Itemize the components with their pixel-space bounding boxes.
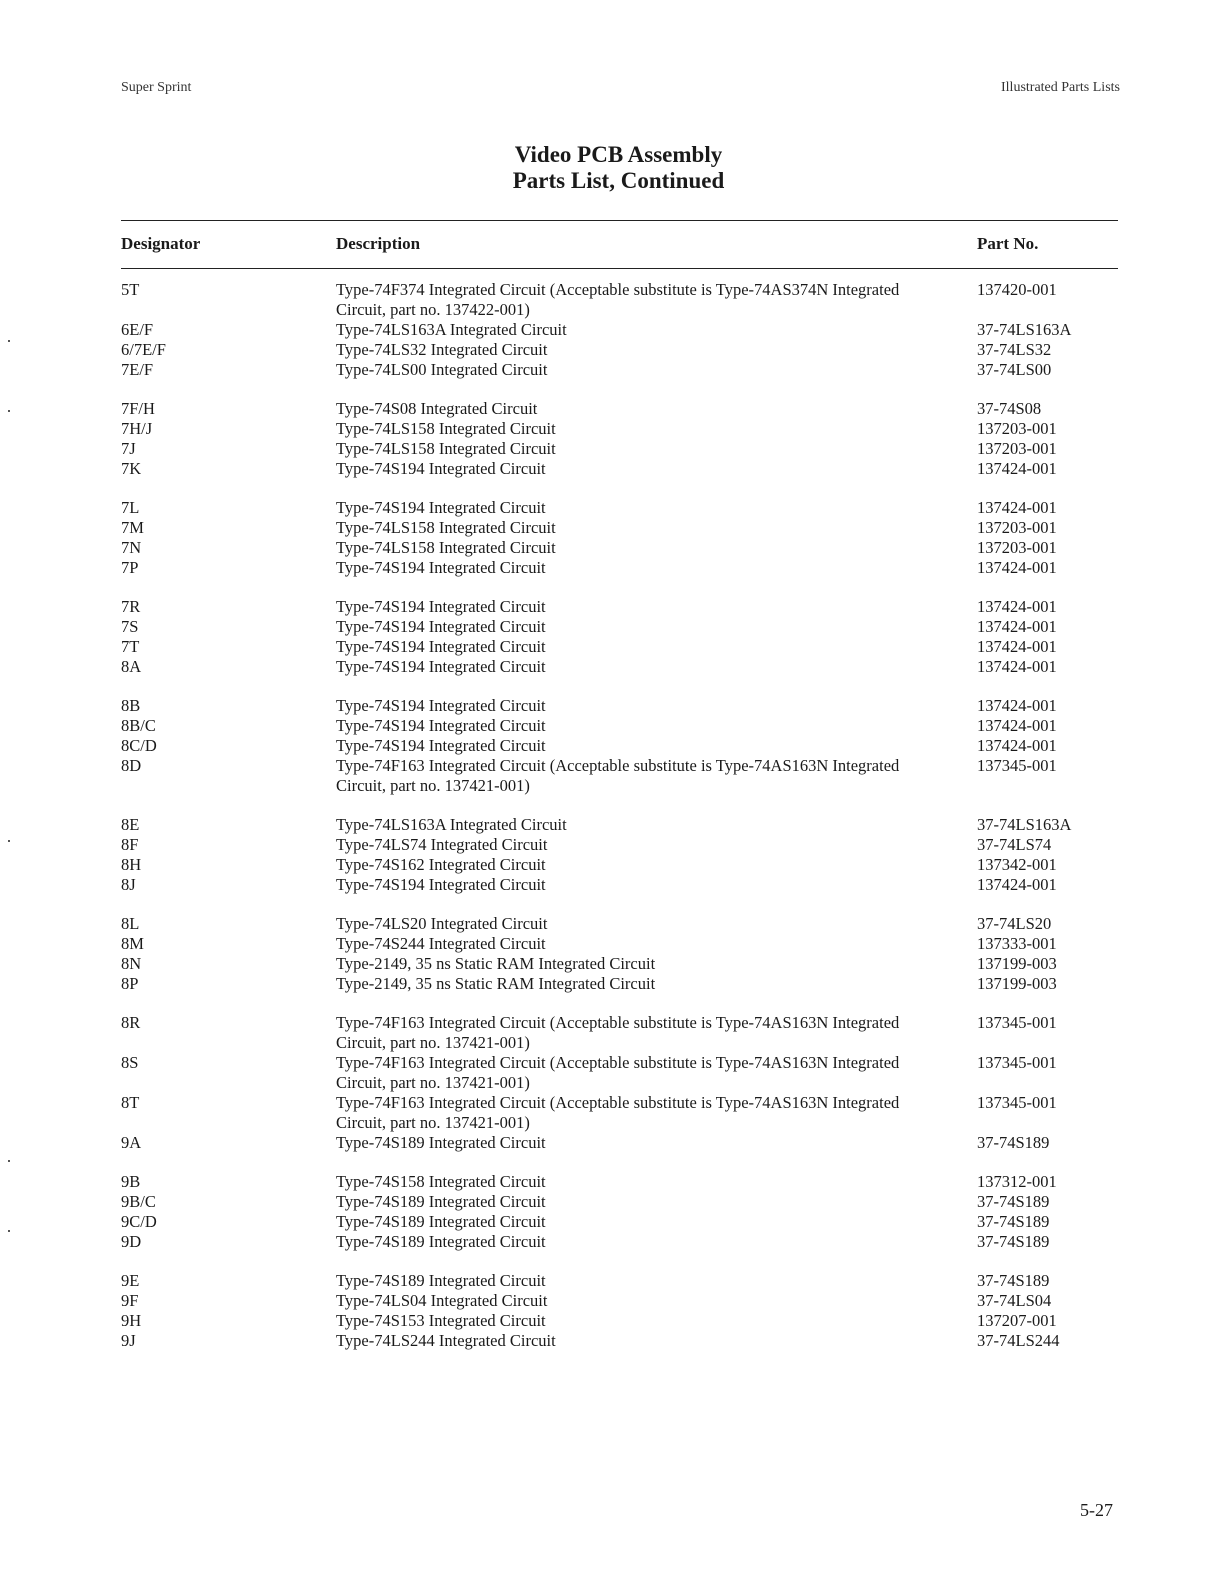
part-number-cell: 137424-001 — [977, 597, 1057, 616]
designator-cell: 9D — [121, 1232, 142, 1251]
table-row — [0, 1053, 1224, 1093]
part-number-cell: 37-74LS32 — [977, 340, 1052, 359]
table-row — [0, 617, 1224, 637]
designator-cell: 8S — [121, 1053, 139, 1072]
table-row — [0, 360, 1224, 380]
designator-cell: 8E — [121, 815, 140, 834]
description-cell: Type-74F374 Integrated Circuit (Acceptable substitute is Type-74AS374N Integrated Circuit, part no. 137422-001) — [336, 280, 900, 319]
part-number-cell: 137203-001 — [977, 518, 1057, 537]
description-cell: Type-74F163 Integrated Circuit (Acceptable substitute is Type-74AS163N Integrated Circuit, part no. 137421-001) — [336, 1053, 900, 1092]
column-header-part-no: Part No. — [977, 234, 1039, 253]
table-header-rule — [121, 268, 1118, 269]
table-row — [0, 459, 1224, 479]
table-row — [0, 1172, 1224, 1192]
designator-cell: 7F/H — [121, 399, 155, 418]
table-row — [0, 657, 1224, 677]
description-cell: Type-74LS32 Integrated Circuit — [336, 340, 548, 359]
description-cell: Type-74LS158 Integrated Circuit — [336, 419, 556, 438]
description-cell: Type-74S194 Integrated Circuit — [336, 459, 546, 478]
designator-cell: 7H/J — [121, 419, 153, 438]
part-number-cell: 137424-001 — [977, 736, 1057, 755]
row-group — [0, 399, 1224, 479]
designator-cell: 9H — [121, 1311, 142, 1330]
table-row — [0, 320, 1224, 340]
description-cell: Type-74F163 Integrated Circuit (Acceptable substitute is Type-74AS163N Integrated Circuit, part no. 137421-001) — [336, 756, 900, 795]
description-cell: Type-74S194 Integrated Circuit — [336, 498, 546, 517]
designator-cell: 9B/C — [121, 1192, 156, 1211]
table-row — [0, 736, 1224, 756]
row-group — [0, 1271, 1224, 1351]
part-number-cell: 37-74LS20 — [977, 914, 1052, 933]
part-number-cell: 137424-001 — [977, 498, 1057, 517]
part-number-cell: 137345-001 — [977, 1053, 1057, 1072]
designator-cell: 8A — [121, 657, 142, 676]
description-cell: Type-74LS00 Integrated Circuit — [336, 360, 548, 379]
table-row — [0, 597, 1224, 617]
part-number-cell: 137342-001 — [977, 855, 1057, 874]
table-row — [0, 914, 1224, 934]
designator-cell: 7L — [121, 498, 140, 517]
designator-cell: 9C/D — [121, 1212, 157, 1231]
table-row — [0, 280, 1224, 320]
part-number-cell: 37-74S189 — [977, 1133, 1050, 1152]
description-cell: Type-74S194 Integrated Circuit — [336, 617, 546, 636]
description-cell: Type-74S162 Integrated Circuit — [336, 855, 546, 874]
description-cell: Type-74LS163A Integrated Circuit — [336, 815, 567, 834]
table-row — [0, 855, 1224, 875]
designator-cell: 8M — [121, 934, 144, 953]
running-header-left: Super Sprint — [121, 80, 192, 95]
designator-cell: 6E/F — [121, 320, 154, 339]
parts-list-table — [0, 280, 1224, 1370]
row-group — [0, 696, 1224, 796]
description-cell: Type-74S244 Integrated Circuit — [336, 934, 546, 953]
description-cell: Type-74LS244 Integrated Circuit — [336, 1331, 556, 1350]
table-row — [0, 558, 1224, 578]
table-row — [0, 1291, 1224, 1311]
scan-mark — [8, 410, 10, 412]
column-header-description: Description — [336, 234, 421, 253]
designator-cell: 8C/D — [121, 736, 157, 755]
designator-cell: 8B — [121, 696, 141, 715]
part-number-cell: 137424-001 — [977, 558, 1057, 577]
table-row — [0, 835, 1224, 855]
table-top-rule — [121, 220, 1118, 221]
description-cell: Type-2149, 35 ns Static RAM Integrated Circuit — [336, 974, 656, 993]
designator-cell: 7T — [121, 637, 140, 656]
description-cell: Type-74LS20 Integrated Circuit — [336, 914, 548, 933]
row-group — [0, 1172, 1224, 1252]
table-row — [0, 875, 1224, 895]
part-number-cell: 37-74LS163A — [977, 320, 1072, 339]
table-row — [0, 1093, 1224, 1133]
table-row — [0, 419, 1224, 439]
page-title — [0, 142, 1224, 194]
description-cell: Type-74S194 Integrated Circuit — [336, 657, 546, 676]
page-number: 5-27 — [1080, 1500, 1113, 1520]
designator-cell: 7S — [121, 617, 139, 636]
part-number-cell: 37-74LS244 — [977, 1331, 1060, 1350]
designator-cell: 8N — [121, 954, 142, 973]
table-row — [0, 934, 1224, 954]
description-cell: Type-74S153 Integrated Circuit — [336, 1311, 546, 1330]
part-number-cell: 37-74S189 — [977, 1212, 1050, 1231]
designator-cell: 7M — [121, 518, 144, 537]
description-cell: Type-74LS158 Integrated Circuit — [336, 538, 556, 557]
table-row — [0, 1331, 1224, 1351]
part-number-cell: 137345-001 — [977, 756, 1057, 775]
table-row — [0, 1311, 1224, 1331]
designator-cell: 8H — [121, 855, 142, 874]
description-cell: Type-74S08 Integrated Circuit — [336, 399, 538, 418]
table-row — [0, 498, 1224, 518]
part-number-cell: 37-74S189 — [977, 1271, 1050, 1290]
part-number-cell: 137424-001 — [977, 459, 1057, 478]
part-number-cell: 137203-001 — [977, 439, 1057, 458]
table-row — [0, 974, 1224, 994]
part-number-cell: 37-74S189 — [977, 1232, 1050, 1251]
designator-cell: 7R — [121, 597, 141, 616]
designator-cell: 9B — [121, 1172, 141, 1191]
part-number-cell: 137424-001 — [977, 696, 1057, 715]
designator-cell: 8T — [121, 1093, 140, 1112]
part-number-cell: 137203-001 — [977, 538, 1057, 557]
running-header-right: Illustrated Parts Lists — [1001, 80, 1120, 95]
table-row — [0, 1013, 1224, 1053]
designator-cell: 9E — [121, 1271, 140, 1290]
row-group — [0, 1013, 1224, 1153]
scan-mark — [8, 340, 10, 342]
table-row — [0, 1271, 1224, 1291]
part-number-cell: 37-74S08 — [977, 399, 1042, 418]
designator-cell: 6/7E/F — [121, 340, 166, 359]
description-cell: Type-74S158 Integrated Circuit — [336, 1172, 546, 1191]
designator-cell: 7N — [121, 538, 142, 557]
part-number-cell: 37-74LS00 — [977, 360, 1052, 379]
part-number-cell: 37-74LS74 — [977, 835, 1052, 854]
table-row — [0, 439, 1224, 459]
designator-cell: 7J — [121, 439, 136, 458]
description-cell: Type-74F163 Integrated Circuit (Acceptable substitute is Type-74AS163N Integrated Circuit, part no. 137421-001) — [336, 1013, 900, 1052]
table-row — [0, 1133, 1224, 1153]
description-cell: Type-74LS158 Integrated Circuit — [336, 518, 556, 537]
designator-cell: 8D — [121, 756, 142, 775]
table-row — [0, 716, 1224, 736]
designator-cell: 7P — [121, 558, 139, 577]
part-number-cell: 137424-001 — [977, 637, 1057, 656]
table-row — [0, 1212, 1224, 1232]
scan-mark — [8, 1160, 10, 1162]
description-cell: Type-74F163 Integrated Circuit (Acceptable substitute is Type-74AS163N Integrated Circuit, part no. 137421-001) — [336, 1093, 900, 1132]
title-line-2: Parts List, Continued — [512, 168, 725, 193]
description-cell: Type-74S194 Integrated Circuit — [336, 736, 546, 755]
part-number-cell: 137345-001 — [977, 1093, 1057, 1112]
part-number-cell: 37-74LS163A — [977, 815, 1072, 834]
part-number-cell: 137199-003 — [977, 974, 1057, 993]
description-cell: Type-74S189 Integrated Circuit — [336, 1192, 546, 1211]
part-number-cell: 137199-003 — [977, 954, 1057, 973]
description-cell: Type-74S189 Integrated Circuit — [336, 1133, 546, 1152]
part-number-cell: 137420-001 — [977, 280, 1057, 299]
description-cell: Type-74S194 Integrated Circuit — [336, 875, 546, 894]
description-cell: Type-74S189 Integrated Circuit — [336, 1232, 546, 1251]
description-cell: Type-74S194 Integrated Circuit — [336, 597, 546, 616]
description-cell: Type-74LS158 Integrated Circuit — [336, 439, 556, 458]
designator-cell: 8J — [121, 875, 136, 894]
designator-cell: 7E/F — [121, 360, 154, 379]
designator-cell: 8R — [121, 1013, 141, 1032]
table-row — [0, 1192, 1224, 1212]
description-cell: Type-74S189 Integrated Circuit — [336, 1271, 546, 1290]
designator-cell: 5T — [121, 280, 140, 299]
designator-cell: 9J — [121, 1331, 136, 1350]
table-row — [0, 1232, 1224, 1252]
description-cell: Type-74S194 Integrated Circuit — [336, 716, 546, 735]
row-group — [0, 914, 1224, 994]
part-number-cell: 137424-001 — [977, 617, 1057, 636]
scan-mark — [8, 840, 10, 842]
description-cell: Type-74LS04 Integrated Circuit — [336, 1291, 548, 1310]
designator-cell: 8B/C — [121, 716, 156, 735]
column-header-designator: Designator — [121, 234, 201, 253]
table-row — [0, 399, 1224, 419]
designator-cell: 8P — [121, 974, 139, 993]
description-cell: Type-74S194 Integrated Circuit — [336, 637, 546, 656]
designator-cell: 8F — [121, 835, 139, 854]
part-number-cell: 137333-001 — [977, 934, 1057, 953]
description-cell: Type-2149, 35 ns Static RAM Integrated Circuit — [336, 954, 656, 973]
description-cell: Type-74S189 Integrated Circuit — [336, 1212, 546, 1231]
description-cell: Type-74LS163A Integrated Circuit — [336, 320, 567, 339]
part-number-cell: 37-74S189 — [977, 1192, 1050, 1211]
scan-mark — [8, 1230, 10, 1232]
part-number-cell: 37-74LS04 — [977, 1291, 1052, 1310]
table-row — [0, 637, 1224, 657]
part-number-cell: 137203-001 — [977, 419, 1057, 438]
table-row — [0, 696, 1224, 716]
part-number-cell: 137345-001 — [977, 1013, 1057, 1032]
designator-cell: 8L — [121, 914, 140, 933]
part-number-cell: 137424-001 — [977, 716, 1057, 735]
part-number-cell: 137312-001 — [977, 1172, 1057, 1191]
title-line-1: Video PCB Assembly — [514, 142, 723, 167]
designator-cell: 9A — [121, 1133, 142, 1152]
row-group — [0, 498, 1224, 578]
part-number-cell: 137424-001 — [977, 875, 1057, 894]
part-number-cell: 137207-001 — [977, 1311, 1057, 1330]
designator-cell: 7K — [121, 459, 142, 478]
table-row — [0, 518, 1224, 538]
table-row — [0, 954, 1224, 974]
row-group — [0, 280, 1224, 380]
table-row — [0, 340, 1224, 360]
designator-cell: 9F — [121, 1291, 139, 1310]
table-row — [0, 756, 1224, 796]
description-cell: Type-74S194 Integrated Circuit — [336, 696, 546, 715]
table-row — [0, 815, 1224, 835]
table-row — [0, 538, 1224, 558]
part-number-cell: 137424-001 — [977, 657, 1057, 676]
row-group — [0, 597, 1224, 677]
description-cell: Type-74LS74 Integrated Circuit — [336, 835, 548, 854]
description-cell: Type-74S194 Integrated Circuit — [336, 558, 546, 577]
row-group — [0, 815, 1224, 895]
